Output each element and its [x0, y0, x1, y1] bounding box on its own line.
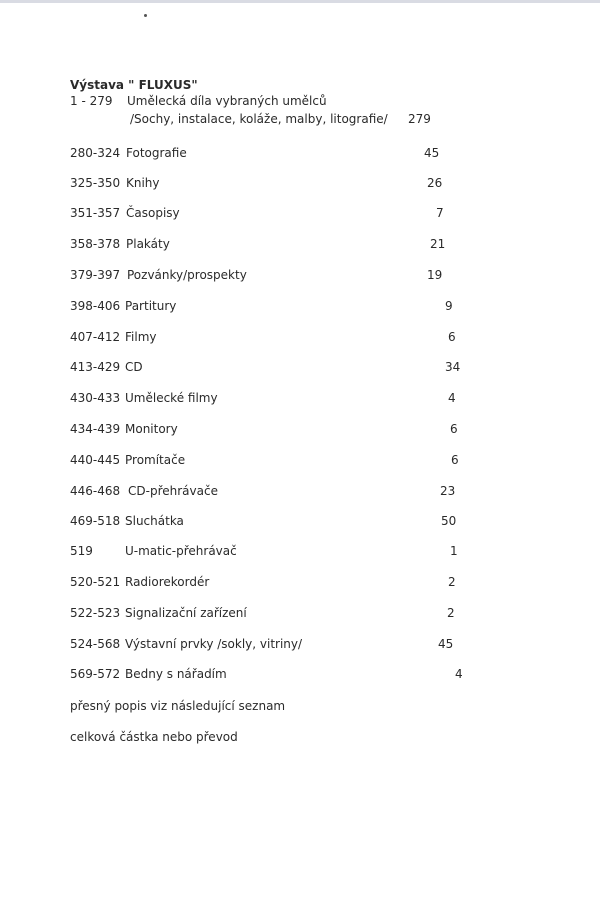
item-range: 325-350	[70, 176, 121, 190]
item-label: Pozvánky/prospekty	[127, 268, 247, 282]
item-count: 21	[430, 237, 446, 251]
list-item	[0, 636, 600, 654]
item-range: 407-412	[70, 330, 121, 344]
item-count: 34	[445, 360, 461, 374]
item-label: Bedny s nářadím	[125, 667, 227, 681]
item-count: 7	[436, 206, 444, 220]
list-item-continuation	[0, 111, 600, 129]
item-range: 434-439	[70, 422, 121, 436]
item-range: 358-378	[70, 237, 121, 251]
item-range: 379-397	[70, 268, 121, 282]
item-count: 2	[448, 575, 456, 589]
item-label: Sluchátka	[125, 514, 184, 528]
item-count: 19	[427, 268, 443, 282]
item-count: 6	[450, 422, 458, 436]
item-range: 469-518	[70, 514, 121, 528]
item-range: 1 - 279	[70, 94, 113, 108]
item-range: 522-523	[70, 606, 121, 620]
list-item	[0, 452, 600, 470]
item-range: 280-324	[70, 146, 121, 160]
note-total-amount: celková částka nebo převod	[70, 730, 238, 744]
item-range: 520-521	[70, 575, 121, 589]
list-item	[0, 359, 600, 377]
list-item	[0, 236, 600, 254]
item-label: Časopisy	[126, 206, 180, 220]
item-range: 524-568	[70, 637, 121, 651]
item-count: 1	[450, 544, 458, 558]
item-count: 4	[448, 391, 456, 405]
item-count: 50	[441, 514, 457, 528]
item-count: 9	[445, 299, 453, 313]
document-heading: Výstava " FLUXUS"	[70, 78, 198, 92]
list-item	[0, 513, 600, 531]
item-range: 569-572	[70, 667, 121, 681]
list-item	[0, 145, 600, 163]
list-item	[0, 574, 600, 592]
item-sublabel: /Sochy, instalace, koláže, malby, litografie/	[130, 112, 388, 126]
list-item	[0, 205, 600, 223]
list-item	[0, 605, 600, 623]
item-label: Výstavní prvky /sokly, vitriny/	[125, 637, 303, 651]
item-label: Umělecké filmy	[125, 391, 218, 405]
item-label: U-matic-přehrávač	[125, 544, 237, 558]
item-count: 6	[448, 330, 456, 344]
item-count: 26	[427, 176, 443, 190]
list-item	[0, 483, 600, 501]
item-count: 2	[447, 606, 455, 620]
item-label: Partitury	[125, 299, 177, 313]
item-count: 279	[408, 112, 431, 126]
list-item	[0, 93, 600, 111]
item-label: Knihy	[126, 176, 160, 190]
list-item	[0, 267, 600, 285]
note-detailed-list: přesný popis viz následující seznam	[70, 699, 286, 713]
item-range: 398-406	[70, 299, 121, 313]
item-count: 6	[451, 453, 459, 467]
item-range: 413-429	[70, 360, 121, 374]
item-count: 45	[424, 146, 440, 160]
item-label: CD-přehrávače	[128, 484, 218, 498]
item-range: 519	[70, 544, 93, 558]
item-range: 430-433	[70, 391, 121, 405]
item-count: 4	[455, 667, 463, 681]
list-item	[0, 421, 600, 439]
list-item	[0, 543, 600, 561]
item-label: Umělecká díla vybraných umělců	[127, 94, 327, 108]
item-label: Signalizační zařízení	[125, 606, 247, 620]
item-count: 23	[440, 484, 456, 498]
list-item	[0, 666, 600, 684]
item-range: 446-468	[70, 484, 121, 498]
item-label: CD	[125, 360, 143, 374]
list-item	[0, 298, 600, 316]
item-range: 351-357	[70, 206, 121, 220]
item-label: Radiorekordér	[125, 575, 210, 589]
list-item	[0, 390, 600, 408]
item-label: Fotografie	[126, 146, 187, 160]
item-label: Promítače	[125, 453, 186, 467]
list-item	[0, 329, 600, 347]
item-label: Monitory	[125, 422, 178, 436]
item-range: 440-445	[70, 453, 121, 467]
item-label: Filmy	[125, 330, 157, 344]
item-label: Plakáty	[126, 237, 170, 251]
item-count: 45	[438, 637, 454, 651]
list-item	[0, 175, 600, 193]
